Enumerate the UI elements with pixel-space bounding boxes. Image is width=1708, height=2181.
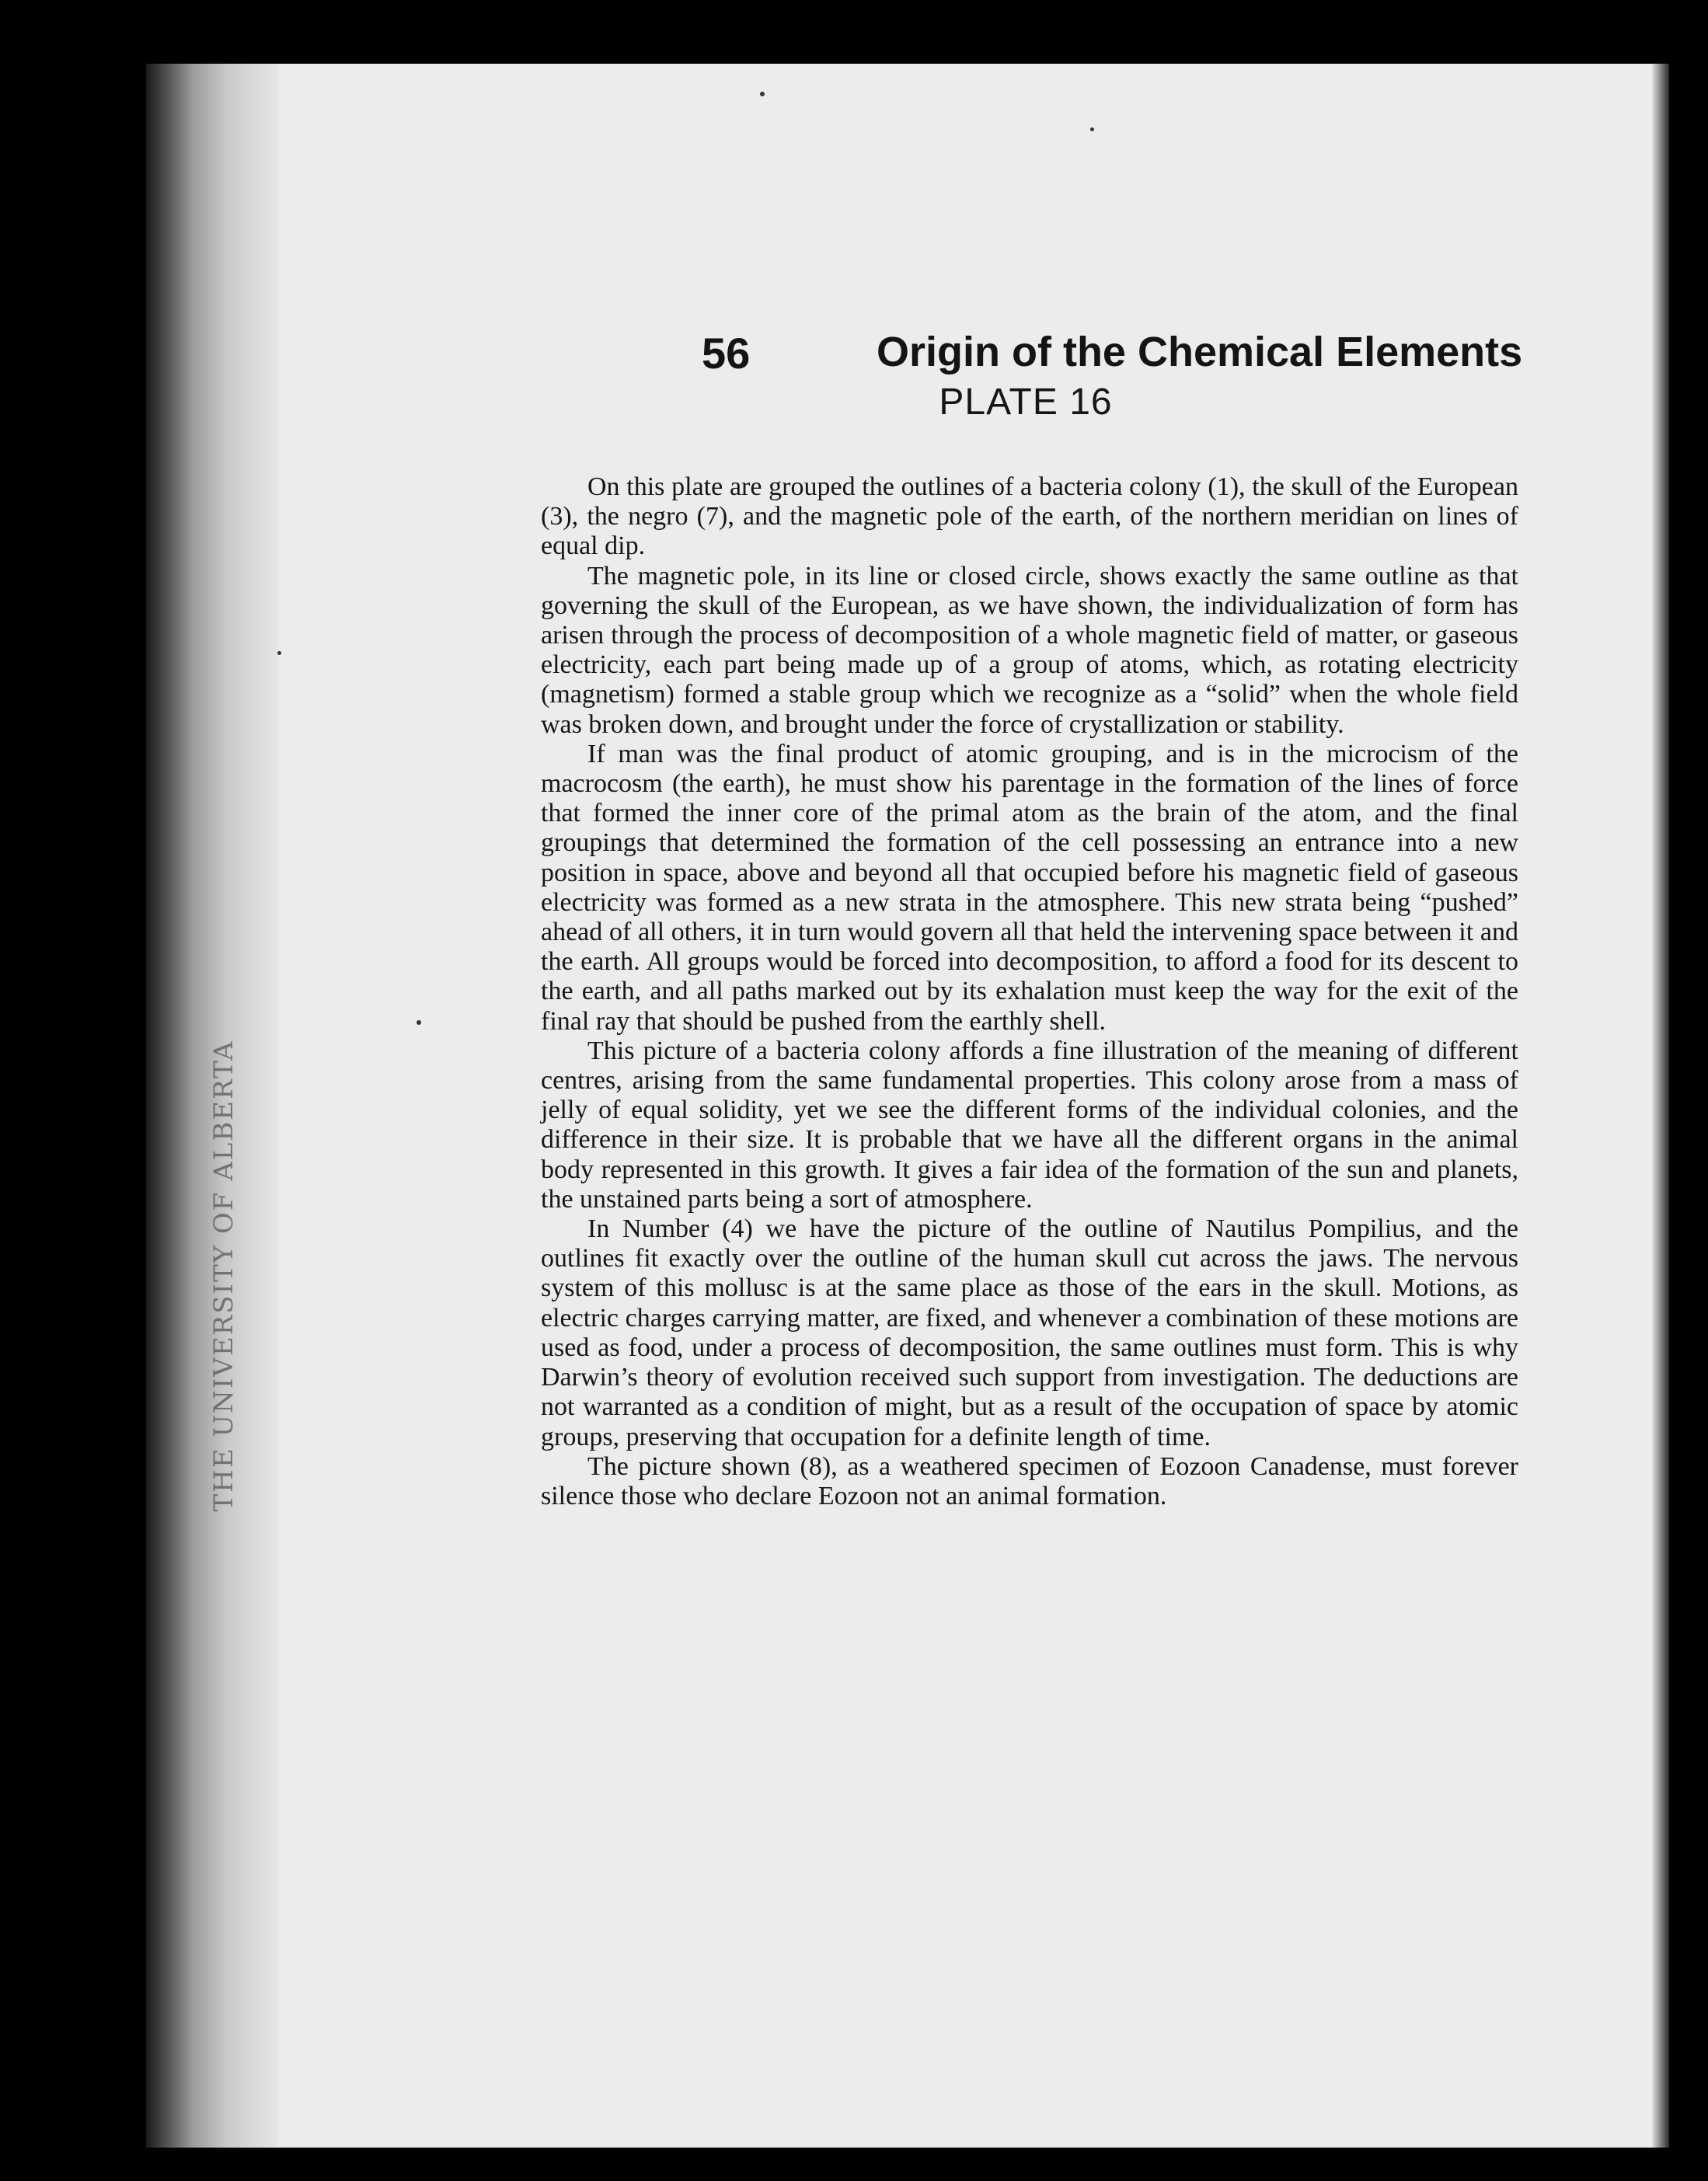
page-edge-shadow [1652,64,1669,2148]
running-title: Origin of the Chemical Elements [877,329,1523,375]
dust-speck [760,92,765,96]
paragraph: The magnetic pole, in its line or closed circle, shows exactly the same outline as that governing the skull of the European, as we have shown, the individualization of form has arisen through the process of decomposition of a whole magnetic field of matter, or gaseous electricity, each part being made up of a group of atoms, which, as rotating electricity (magnetism) formed a stable group which we recognize as a “solid” when the whole field was broken down, and brought under the force of crystallization or stability. [541,561,1518,739]
plate-title: PLATE 16 [939,382,1113,423]
book-spine [146,64,278,2148]
paragraph: The picture shown (8), as a weathered specimen of Eozoon Canadense, must forever silence those who declare Eozoon not an animal formation. [541,1451,1518,1510]
library-stamp-text: THE UNIVERSITY OF ALBERTA [208,1040,239,1512]
page-number: 56 [702,329,751,378]
paragraph: On this plate are grouped the outlines of a bacteria colony (1), the skull of the European (3), the negro (7), and the magnetic pole of the earth, of the northern meridian on lines of equal dip. [541,472,1518,561]
paragraph: If man was the final product of atomic grouping, and is in the microcism of the macrocosm (the earth), he must show his parentage in the formation of the lines of force that formed the inner core of the primal atom as the brain of the atom, and the final groupings that determined the formation of the cell possessing an entrance into a new position in space, above and beyond all that occupied before his magnetic field of gaseous electricity was formed as a new strata in the atmosphere. This new strata being “pushed” ahead of all others, it in turn would govern all that held the intervening space between it and the earth. All groups would be forced into decomposition, to afford a food for its descent to the earth, and all paths marked out by its exhalation must keep the way for the exit of the final ray that should be pushed from the earthly shell. [541,739,1518,1036]
paragraph: This picture of a bacteria colony affords a fine illustration of the meaning of different centres, arising from the same fundamental properties. This colony arose from a mass of jelly of equal solidity, yet we see the different forms of the individual colonies, and the difference in their size. It is probable that we have all the different organs in the animal body represented in this growth. It gives a fair idea of the formation of the sun and planets, the unstained parts being a sort of atmosphere. [541,1036,1518,1214]
library-stamp [193,957,255,1594]
body-text [541,472,1518,1511]
dust-speck [1090,127,1094,131]
dust-speck [277,651,281,655]
paragraph: In Number (4) we have the picture of the outline of Nautilus Pompilius, and the outlines fit exactly over the outline of the human skull cut across the jaws. The nervous system of this mollusc is at the same place as those of the ears in the skull. Motions, as electric charges carrying matter, are fixed, and whenever a combination of these motions are used as food, under a process of decomposition, the same outlines must form. This is why Darwin’s theory of evolution received such support from investigation. The deductions are not warranted as a condition of might, but as a result of the occupation of space by atomic groups, preserving that occupation for a definite length of time. [541,1214,1518,1451]
dust-speck [417,1020,421,1025]
